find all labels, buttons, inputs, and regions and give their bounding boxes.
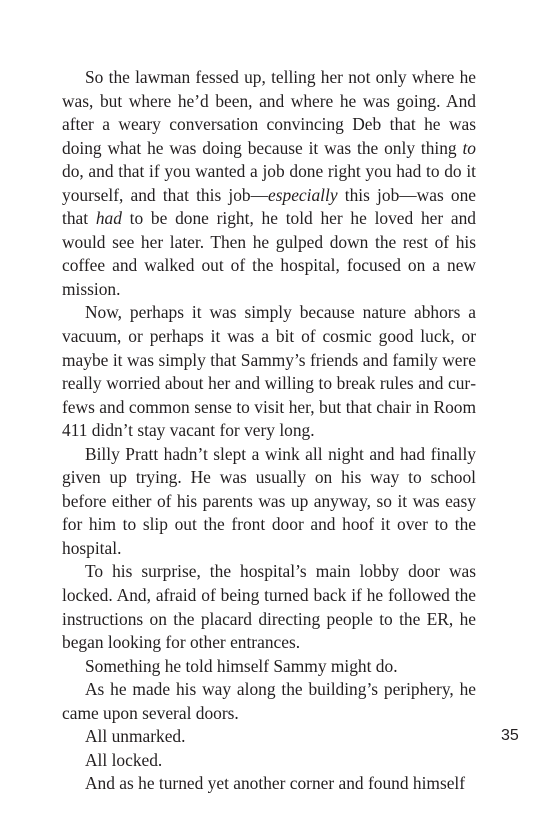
text-run: Something he told himself Sammy might do. — [85, 655, 398, 676]
paragraph — [62, 749, 476, 773]
paragraph — [62, 725, 476, 749]
text-run: to be done right, he told her he loved her and would see her later. Then he gulped down the rest of his coffee and walked out of the hospital, focused on a new mission. — [62, 208, 476, 299]
page-number: 35 — [501, 727, 519, 744]
paragraph — [62, 678, 476, 725]
text-run: All locked. — [85, 749, 163, 770]
paragraph — [62, 443, 476, 561]
text-run: So the lawman fessed up, telling her not only where he was, but where he’d been, and where he was going. And after a weary conversation convincing Deb that he was doing what he was doing because it was the only thing — [62, 67, 476, 158]
body-text — [62, 66, 476, 796]
text-run: do, and that if you wanted a job done right you had to do it yourself, and that this job— — [62, 161, 476, 205]
italic-text: especially — [268, 184, 338, 205]
italic-text: to — [462, 137, 476, 158]
text-run: To his surprise, the hospital’s main lobby door was locked. And, afraid of being turned back if he followed the instructions on the placard directing people to the ER, he began looking for other entrances. — [62, 561, 476, 653]
paragraph — [62, 560, 476, 654]
paragraph — [62, 655, 476, 679]
paragraph — [62, 772, 476, 796]
text-run: All unmarked. — [85, 726, 186, 747]
paragraph — [62, 66, 476, 301]
italic-text: had — [95, 208, 122, 229]
text-run: this job—was one that — [62, 184, 477, 229]
paragraph — [62, 301, 476, 442]
text-run: Now, perhaps it was simply because nature abhors a vacuum, or perhaps it was a bit of cosmic good luck, or maybe it was simply that Sammy’s friends and family were really worried about her and willing to break rules and curfews and common sense to visit her, but that chair in Room 411 didn’t stay vacant for very long. — [62, 302, 476, 441]
text-run: And as he turned yet another corner and found himself — [85, 773, 466, 794]
text-run: As he made his way along the building’s periphery, he came upon several doors. — [62, 679, 476, 723]
text-run: Billy Pratt hadn’t slept a wink all night and had finally given up trying. He was usually on his way to school before either of his parents was up anyway, so it was easy for him to slip out the front door and hoof it over to the hospital. — [62, 443, 476, 558]
